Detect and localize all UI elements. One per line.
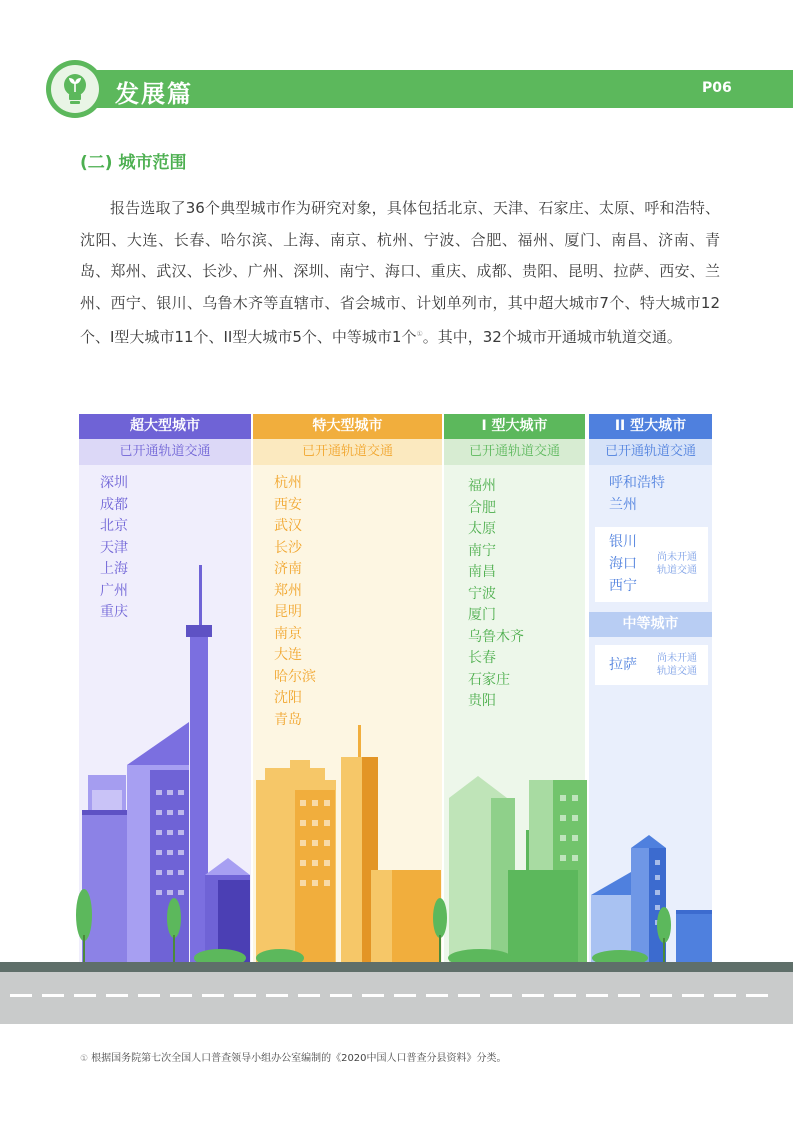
paragraph-text: 报告选取了36个典型城市作为研究对象，具体包括北京、天津、石家庄、太原、呼和浩特、沈阳、大连、长春、哈尔滨、上海、南京、杭州、宁波、合肥、福州、厦门、南昌、济南、青岛、郑州、武汉、长沙、广州、深圳、南宁、海口、重庆、成都、贵阳、昆明、拉萨、西安、兰州、西宁、银川、乌鲁木齐等直辖市、省会城市、计划单列市，其中超大城市7个、特大城市12个、Ⅰ型大城市11个、II型大城市5个、中等城市1个 bbox=[80, 199, 720, 346]
city-name: 哈尔滨 bbox=[274, 668, 316, 685]
city-list bbox=[589, 465, 712, 516]
city-name: 重庆 bbox=[100, 604, 128, 620]
medium-city-header: 中等城市 bbox=[589, 612, 712, 637]
city-name: 郑州 bbox=[274, 582, 302, 599]
note-line: 轨道交通 bbox=[657, 666, 697, 677]
city-name: 青岛 bbox=[274, 711, 302, 728]
road-dash bbox=[490, 994, 512, 997]
note-line: 尚未开通 bbox=[657, 552, 697, 563]
road-dash bbox=[426, 994, 448, 997]
city-name: 长沙 bbox=[274, 539, 302, 556]
purple-buildings bbox=[82, 565, 250, 962]
city-name: 贵阳 bbox=[468, 693, 496, 709]
city-name: 西安 bbox=[274, 496, 302, 513]
city-name: 拉萨 bbox=[609, 657, 637, 673]
city-name: 海口 bbox=[609, 556, 637, 572]
road-dash bbox=[298, 994, 320, 997]
road-dash bbox=[522, 994, 544, 997]
city-name: 呼和浩特 bbox=[609, 475, 665, 491]
city-name: 银川 bbox=[609, 534, 637, 550]
city-name: 大连 bbox=[274, 647, 302, 663]
road-dash bbox=[138, 994, 160, 997]
city-name: 福州 bbox=[468, 478, 496, 494]
city-name: 杭州 bbox=[274, 475, 302, 491]
road-dash bbox=[714, 994, 736, 997]
green-buildings bbox=[449, 776, 587, 962]
road-dash bbox=[202, 994, 224, 997]
column-header: II 型大城市 bbox=[589, 414, 712, 439]
note-line: 尚未开通 bbox=[657, 653, 697, 664]
body-paragraph bbox=[80, 193, 720, 354]
city-name: 天津 bbox=[100, 539, 128, 556]
city-name: 南京 bbox=[274, 625, 302, 642]
column-subheader: 已开通轨道交通 bbox=[589, 439, 712, 465]
city-name: 长春 bbox=[468, 650, 496, 666]
road-dash bbox=[74, 994, 96, 997]
road-dash bbox=[618, 994, 640, 997]
city-name: 上海 bbox=[100, 561, 128, 577]
city-name: 西宁 bbox=[609, 578, 637, 594]
road-dash bbox=[746, 994, 768, 997]
city-name: 宁波 bbox=[468, 585, 496, 602]
column-header: 超大型城市 bbox=[79, 414, 251, 439]
footnote-mark: ① bbox=[80, 1054, 89, 1064]
city-name: 沈阳 bbox=[274, 690, 302, 706]
page-number: P06 bbox=[702, 80, 732, 96]
road-dash bbox=[554, 994, 576, 997]
column-header: 特大型城市 bbox=[253, 414, 442, 439]
road-curb bbox=[0, 962, 793, 972]
city-name: 兰州 bbox=[609, 496, 637, 513]
road-dash bbox=[170, 994, 192, 997]
footnote-text: 根据国务院第七次全国人口普查领导小组办公室编制的《2020中国人口普查分县资料》分类。 bbox=[91, 1053, 507, 1064]
city-name: 南宁 bbox=[468, 542, 496, 559]
road-dash bbox=[362, 994, 384, 997]
road-dash bbox=[106, 994, 128, 997]
column-subheader: 已开通轨道交通 bbox=[444, 439, 585, 465]
road-dash bbox=[330, 994, 352, 997]
lightbulb-sprout-icon bbox=[58, 70, 92, 108]
city-name: 南昌 bbox=[468, 564, 496, 580]
blue-buildings bbox=[591, 835, 712, 962]
city-name: 广州 bbox=[100, 582, 128, 599]
paragraph-text-end: 。其中，32个城市开通城市轨道交通。 bbox=[422, 328, 682, 346]
road-dash bbox=[586, 994, 608, 997]
city-name: 太原 bbox=[468, 521, 496, 537]
road-dash bbox=[42, 994, 64, 997]
road-dash bbox=[458, 994, 480, 997]
column-subheader: 已开通轨道交通 bbox=[253, 439, 442, 465]
chapter-title: 发展篇 bbox=[115, 80, 193, 108]
road-dash bbox=[394, 994, 416, 997]
city-name: 石家庄 bbox=[468, 671, 510, 688]
road-dash bbox=[650, 994, 672, 997]
road-dash bbox=[266, 994, 288, 997]
city-name: 乌鲁木齐 bbox=[468, 628, 524, 645]
note-line: 轨道交通 bbox=[657, 565, 697, 576]
road-dash bbox=[10, 994, 32, 997]
city-skyline-illustration bbox=[0, 550, 793, 965]
footnote-ref[interactable]: ① bbox=[416, 330, 423, 338]
city-name: 武汉 bbox=[274, 518, 302, 534]
city-name: 昆明 bbox=[274, 604, 302, 620]
city-name: 深圳 bbox=[100, 475, 128, 491]
city-name: 济南 bbox=[274, 561, 302, 577]
city-name: 北京 bbox=[100, 518, 128, 534]
city-name: 厦门 bbox=[468, 607, 496, 623]
column-header: I 型大城市 bbox=[444, 414, 585, 439]
road-dash bbox=[682, 994, 704, 997]
column-subheader: 已开通轨道交通 bbox=[79, 439, 251, 465]
footnote bbox=[80, 1049, 507, 1064]
road bbox=[0, 972, 793, 1024]
section-title: (二) 城市范围 bbox=[80, 153, 187, 173]
city-name: 合肥 bbox=[468, 499, 496, 516]
road-dash bbox=[234, 994, 256, 997]
orange-buildings bbox=[256, 725, 441, 962]
city-name: 成都 bbox=[100, 496, 128, 513]
